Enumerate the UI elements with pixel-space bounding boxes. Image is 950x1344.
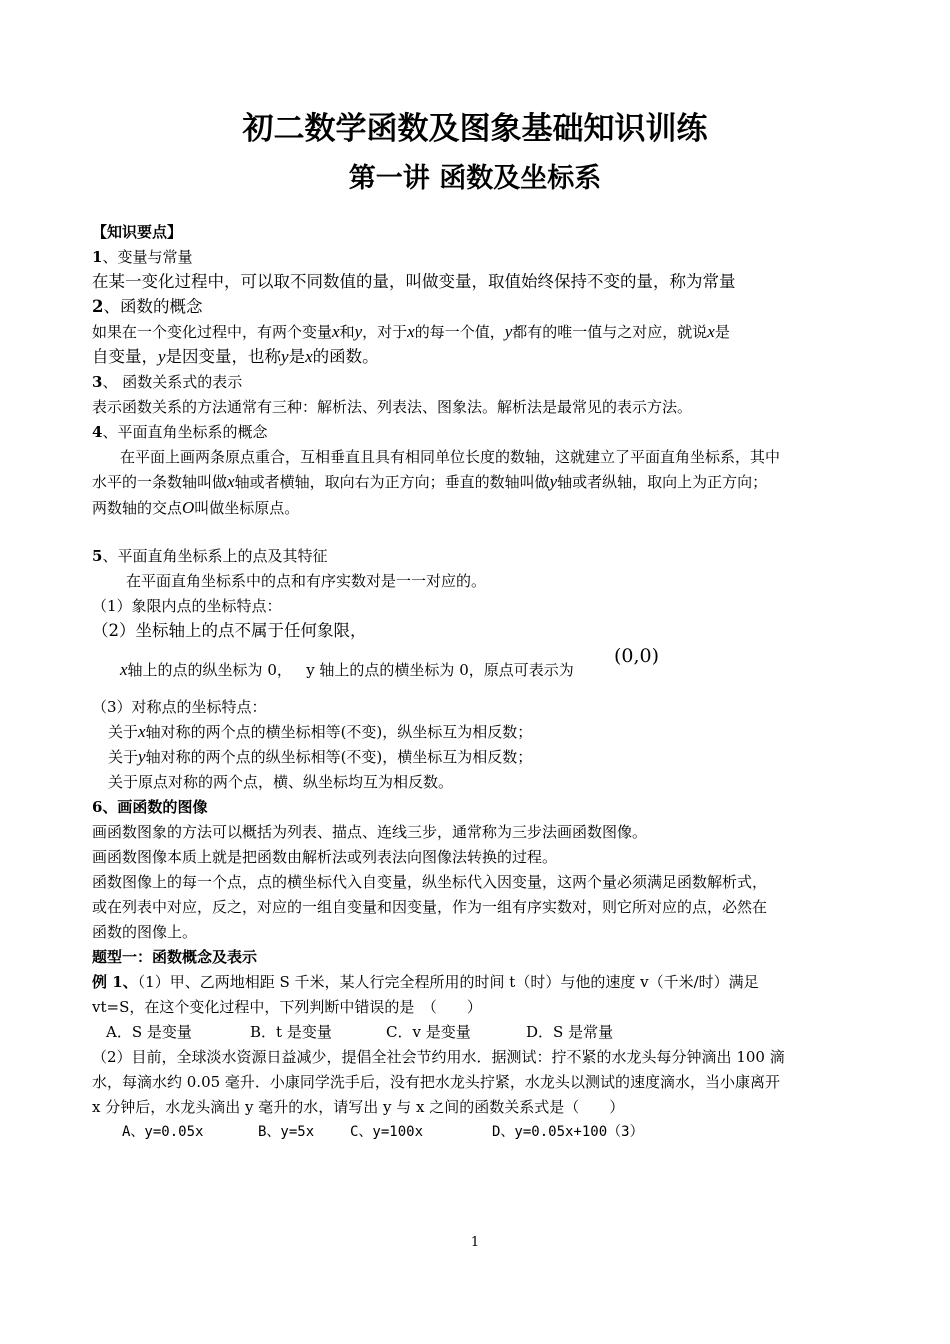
question-type-1-heading: 题型一：函数概念及表示	[92, 948, 258, 966]
example-1-part-2-line-1: （2）目前，全球淡水资源日益减少，提倡全社会节约用水．据测试：拧不紧的水龙头每分钟滴出 100 滴	[92, 1048, 785, 1066]
section-6-line-3: 函数图像上的每一个点，点的横坐标代入自变量，纵坐标代入因变量，这两个量必须满足函数解析式，	[92, 873, 768, 891]
example-1-line-2: vt=S，在这个变化过程中，下列判断中错误的是 （ ）	[92, 998, 482, 1016]
section-6-line-1: 画函数图象的方法可以概括为列表、描点、连线三步，通常称为三步法画函数图像。	[92, 823, 648, 841]
section-2-line-2: 自变量，y是因变量，也称y是x的函数。	[92, 347, 379, 366]
section-4-line-1: 在平面上画两条原点重合，互相垂直且具有相同单位长度的数轴，这就建立了平面直角坐标系，其中	[120, 448, 781, 466]
section-2-heading: 2、函数的概念	[92, 297, 203, 316]
origin-coordinate: (0,0)	[614, 645, 660, 667]
section-2-line-1: 如果在一个变化过程中，有两个变量x和y，对于x的每一个值，y都有的唯一值与之对应，就说x是	[92, 322, 730, 341]
section-6-line-2: 画函数图像本质上就是把函数由解析法或列表法向图像法转换的过程。	[92, 848, 558, 866]
example-1-line-1: 例 1、（1）甲、乙两地相距 S 千米，某人行完全程所用的时间 t（时）与他的速度 v（千米/时）满足	[92, 973, 759, 991]
section-5-axis-points: （2）坐标轴上的点不属于任何象限，	[92, 621, 367, 640]
document-title: 初二数学函数及图象基础知识训练	[242, 111, 708, 147]
section-6-line-5: 函数的图像上。	[92, 923, 198, 941]
knowledge-header: 【知识要点】	[92, 223, 183, 241]
example-1-part-2-option-c: C、y=100x	[350, 1124, 424, 1140]
section-6-line-4: 或在列表中对应，反之，对应的一组自变量和因变量，作为一组有序实数对，则它所对应的点，必然在	[92, 898, 768, 916]
symmetry-origin: 关于原点对称的两个点，横、纵坐标均互为相反数。	[108, 773, 454, 791]
example-1-part-2-option-b: B、y=5x	[258, 1124, 315, 1140]
section-5-quadrant-points: （1）象限内点的坐标特点：	[92, 597, 282, 615]
section-1-body: 在某一变化过程中，可以取不同数值的量，叫做变量，取值始终保持不变的量，称为常量	[92, 272, 736, 291]
section-5-heading: 5、平面直角坐标系上的点及其特征	[92, 547, 328, 565]
section-4-heading: 4、平面直角坐标系的概念	[92, 423, 268, 441]
example-1-option-d: D．S 是常量	[526, 1023, 614, 1041]
example-1-part-2-line-3: x 分钟后，水龙头滴出 y 毫升的水，请写出 y 与 x 之间的函数关系式是（ ）	[92, 1098, 625, 1116]
example-1-part-2-option-d: D、y=0.05x+100（3）	[492, 1124, 644, 1140]
example-1-option-c: C．v 是变量	[386, 1023, 471, 1041]
section-5-symmetric-points: （3）对称点的坐标特点：	[92, 698, 267, 716]
lecture-subtitle: 第一讲 函数及坐标系	[348, 163, 602, 194]
section-4-line-2: 水平的一条数轴叫做x轴或者横轴，取向右为正方向；垂直的数轴叫做y轴或者纵轴，取向上为正方向；	[92, 472, 768, 491]
example-1-option-a: A．S 是变量	[106, 1023, 192, 1041]
section-3-heading: 3、 函数关系式的表示	[92, 373, 243, 391]
example-1-part-2-option-a: A、y=0.05x	[122, 1124, 204, 1140]
example-1-option-b: B．t 是变量	[250, 1023, 332, 1041]
symmetry-y-axis: 关于y轴对称的两个点的纵坐标相等(不变)，横坐标互为相反数；	[108, 747, 533, 766]
section-5-line-1: 在平面直角坐标系中的点和有序实数对是一一对应的。	[126, 572, 487, 590]
section-4-line-3: 两数轴的交点O叫做坐标原点。	[92, 498, 300, 517]
page-number: 1	[470, 1235, 480, 1250]
symmetry-x-axis: 关于x轴对称的两个点的横坐标相等(不变)，纵坐标互为相反数；	[108, 722, 533, 741]
example-1-part-2-line-2: 水，每滴水约 0.05 毫升．小康同学洗手后，没有把水龙头拧紧，水龙头以测试的速度滴水，当小康离开	[92, 1073, 780, 1091]
section-5-axis-values: x轴上的点的纵坐标为 0， y 轴上的点的横坐标为 0，原点可表示为	[120, 660, 574, 679]
section-6-heading: 6、画函数的图像	[92, 798, 208, 816]
section-3-body: 表示函数关系的方法通常有三种：解析法、列表法、图象法。解析法是最常见的表示方法。	[92, 398, 693, 416]
section-1-heading: 1、变量与常量	[92, 248, 193, 266]
